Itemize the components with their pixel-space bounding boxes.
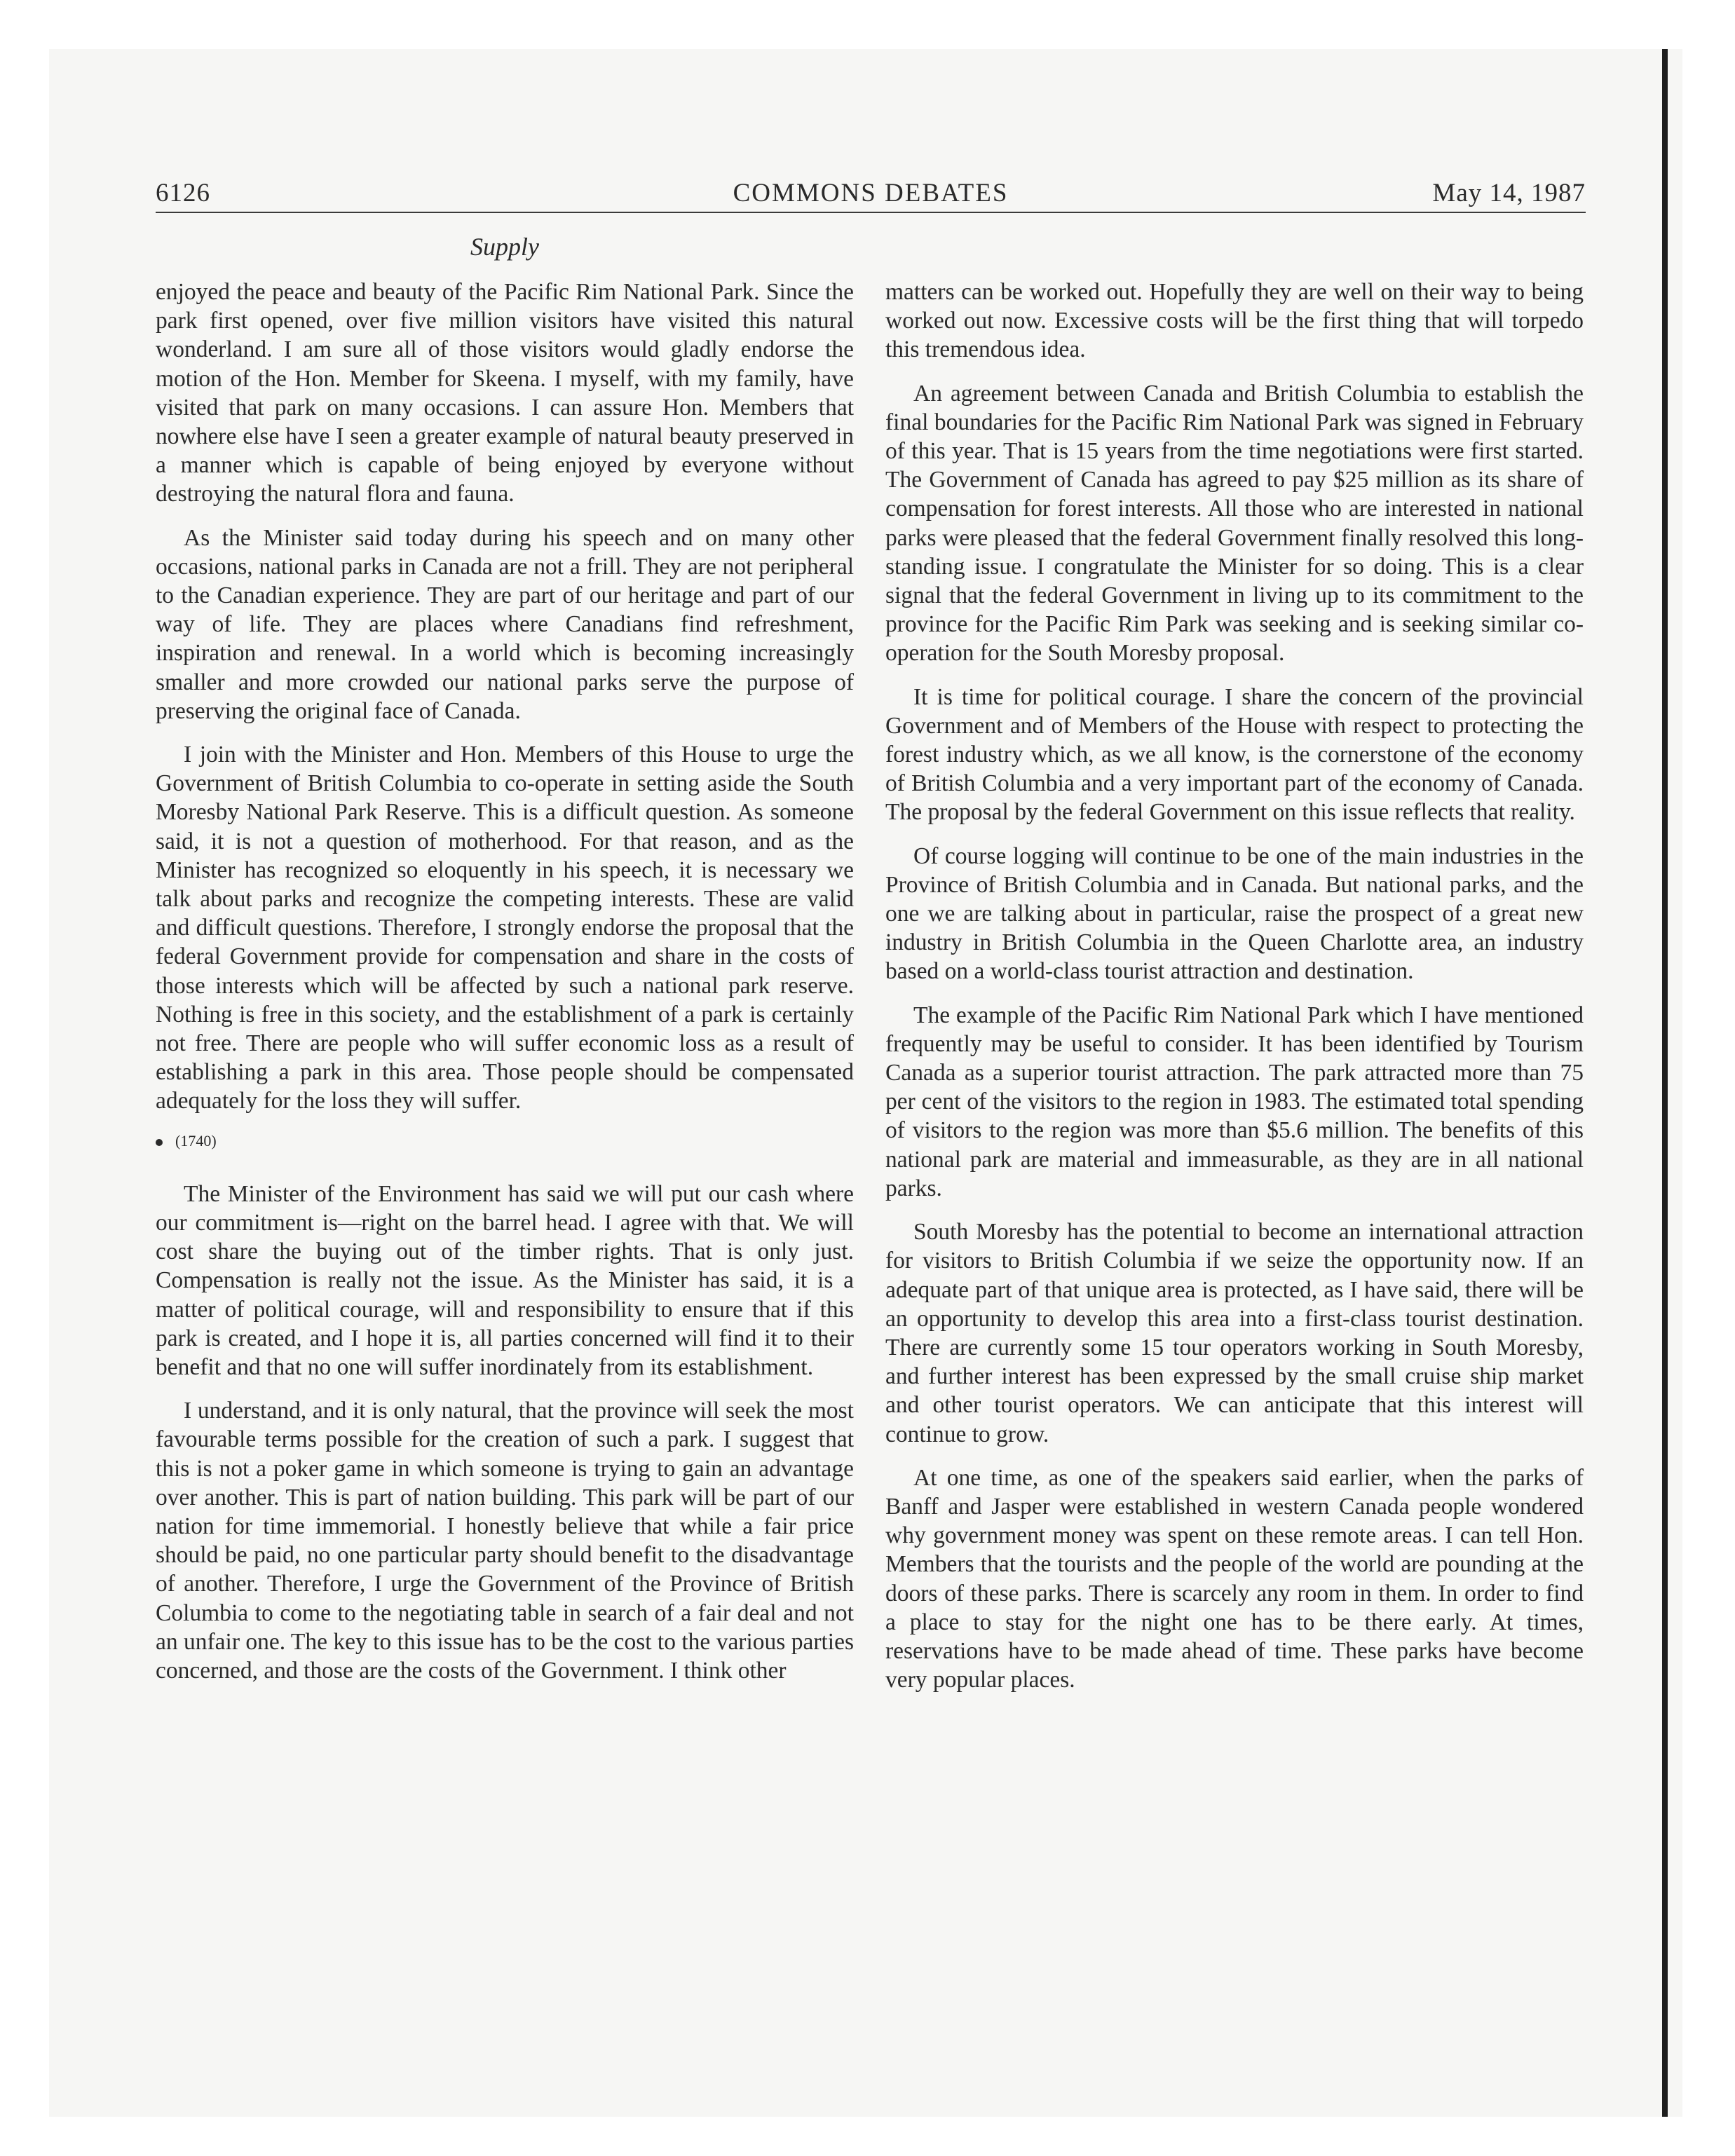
paragraph: An agreement between Canada and British Columbia to establish the final boundaries for the Pacific Rim National Park was signed in February of this year. That is 15 years from the time negotiations were first started. The Government of Canada has agreed to pay $25 million as its share of compensation for forest interests. All those who are interested in national parks were pleased that the federal Government finally resolved this long-standing issue. I congratulate the Minister for so doing. This is a clear signal that the federal Government in living up to its commitment to the province for the Pacific Rim Park was seeking and is seeking similar cooperation for the South Moresby proposal.	[885, 380, 1584, 667]
time-marker	[156, 1131, 854, 1152]
header-rule	[156, 212, 1586, 213]
paragraph: As the Minister said today during his speech and on many other occasions, national parks in Canada are not a frill. They are not peripheral to the Canadian experience. They are part of our heritage and part of our way of life. They are places where Canadians find refreshment, inspiration and renewal. In a world which is becoming increasingly smaller and more crowded our national parks serve the purpose of preserving the original face of Canada.	[156, 524, 854, 724]
paragraph: The Minister of the Environment has said we will put our cash where our commitment is—right on the barrel head. I agree with that. We will cost share the buying out of the timber rights. That is only just. Compensation is really not the issue. As the Minister has said, it is a matter of political courage, will and responsibility to ensure that if this park is created, and I hope it is, all parties concerned will find it to their benefit and that no one will suffer inordinately from its establishment.	[156, 1180, 854, 1380]
paragraph: matters can be worked out. Hopefully they are well on their way to being worked out now. Excessive costs will be the first thing that will torpedo this tremendous idea.	[885, 279, 1584, 363]
page-edge-rule	[1662, 49, 1668, 2117]
paragraph: The example of the Pacific Rim National Park which I have mentioned frequently may be useful to consider. It has been identified by Tourism Canada as a superior tourist attraction. The park attracted more than 75 per cent of the visitors to the region in 1983. The estimated total spending of visitors to the region was more than $5.6 million. The benefits of this national park are material and immeasurable, as they are in all national parks.	[885, 1002, 1584, 1201]
page-header	[156, 177, 1586, 210]
page-number: 6126	[156, 179, 210, 207]
paragraph: enjoyed the peace and beauty of the Pacific Rim National Park. Since the park first opened, over five million visitors have visited this natural wonderland. I am sure all of those visitors would gladly endorse the motion of the Hon. Member for Skeena. I myself, with my family, have visited that park on many occasions. I can assure Hon. Members that nowhere else have I seen a greater example of natural beauty preserved in a manner which is capable of being enjoyed by everyone without destroying the natural flora and fauna.	[156, 279, 854, 507]
section-title: Supply	[470, 233, 539, 261]
publication-title: COMMONS DEBATES	[733, 179, 1009, 207]
paragraph: South Moresby has the potential to become an international attraction for visitors to British Columbia if we seize the opportunity now. If an adequate part of that unique area is protected, as I have said, there will be an opportunity to develop this area into a first-class tourist destination. There are currently some 15 tour operators working in South Moresby, and further interest has been expressed by the small cruise ship market and other tourist operators. We can anticipate that this interest will continue to grow.	[885, 1219, 1584, 1447]
left-column	[156, 278, 854, 1700]
paragraph: Of course logging will continue to be one of the main industries in the Province of British Columbia and in Canada. But national parks, and the one we are talking about in particular, raise the prospect of a great new industry in British Columbia in the Queen Charlotte area, an industry based on a world-class tourist attraction and destination.	[885, 842, 1584, 985]
paragraph: It is time for political courage. I share the concern of the provincial Government and of Members of the House with respect to protecting the forest industry which, as we all know, is the cornerstone of the economy of British Columbia and a very important part of the economy of Canada. The proposal by the federal Government on this issue reflects that reality.	[885, 683, 1584, 826]
publication-date: May 14, 1987	[1432, 179, 1586, 207]
paragraph: I join with the Minister and Hon. Members of this House to urge the Government of British Columbia to co-operate in setting aside the South Moresby National Park Reserve. This is a difficult question. As someone said, it is not a question of motherhood. For that reason, and as the Minister has recognized so eloquently in his speech, it is necessary we talk about parks and recognize the competing interests. These are valid and difficult questions. Therefore, I strongly endorse the proposal that the federal Government provide for compensation and share in the costs of those interests which will be affected by such a national park reserve. Nothing is free in this society, and the establishment of a park is certainly not free. There are people who will suffer economic loss as a result of establishing a park in this area. Those people should be compensated adequately for the loss they will suffer.	[156, 742, 854, 1114]
bullet-dot-icon	[156, 1139, 163, 1146]
paragraph: I understand, and it is only natural, that the province will seek the most favourable terms possible for the creation of such a park. I suggest that this is not a poker game in which someone is trying to gain an advantage over another. This is part of nation building. This park will be part of our nation for time immemorial. I honestly believe that while a fair price should be paid, no one particular party should benefit to the disadvantage of another. Therefore, I urge the Government of the Province of British Columbia to come to the negotiating table in search of a fair deal and not an unfair one. The key to this issue has to be the cost to the various parties concerned, and those are the costs of the Government. I think other	[156, 1398, 854, 1684]
time-marker-text: (1740)	[175, 1131, 217, 1149]
paragraph: At one time, as one of the speakers said earlier, when the parks of Banff and Jasper were established in western Canada people wondered why government money was spent on these remote areas. I can tell Hon. Members that the tourists and the people of the world are pounding at the doors of these parks. There is scarcely any room in them. In order to find a place to stay for the night one has to be there early. At times, reservations have to be made ahead of time. These parks have become very popular places.	[885, 1464, 1584, 1693]
right-column	[885, 278, 1584, 1709]
